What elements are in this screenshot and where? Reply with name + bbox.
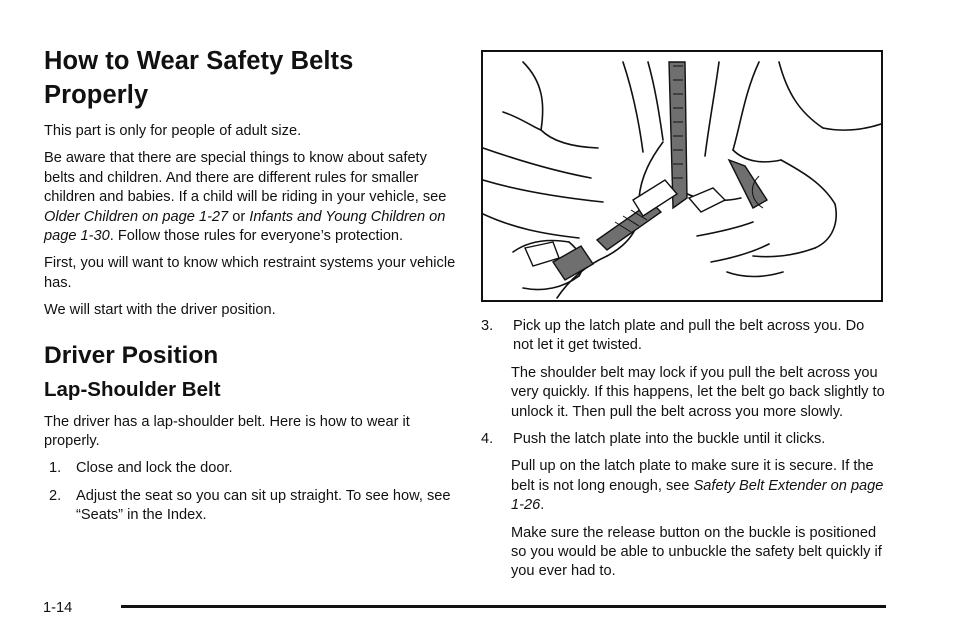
children-text-b: or xyxy=(228,208,250,225)
footer-rule xyxy=(121,605,886,608)
step4-note-text-a: Pull up on the latch plate to make sure it is secure. If the belt is not long enough, see xyxy=(511,458,874,494)
steps-list-right xyxy=(481,317,887,356)
right-column xyxy=(481,50,887,590)
list-item xyxy=(44,459,456,478)
page-number: 1-14 xyxy=(43,600,73,616)
section-heading: Driver Position xyxy=(44,341,219,369)
step-number: 3. xyxy=(481,318,494,334)
step-text: Push the latch plate into the buckle until it clicks. xyxy=(513,431,826,448)
driver-start-paragraph: We will start with the driver position. xyxy=(44,302,276,319)
children-paragraph xyxy=(44,149,456,246)
step-number: 4. xyxy=(481,431,494,448)
children-text-c: . Follow those rules for everyone’s protection. xyxy=(109,228,404,245)
steps-list-left xyxy=(44,459,456,525)
infants-reference[interactable]: Infants and Young Children on page 1-30 xyxy=(44,208,446,245)
step-text: Close and lock the door. xyxy=(76,460,233,477)
adult-size-paragraph: This part is only for people of adult size. xyxy=(44,123,302,139)
seatbelt-drawing xyxy=(483,52,881,300)
step4-note-2: Make sure the release button on the buckle is positioned so you would be able to unbuckle the safety belt quickly if you ever had to. xyxy=(511,524,882,580)
step4-note xyxy=(511,457,887,515)
older-children-reference[interactable]: Older Children on page 1-27 xyxy=(44,208,229,225)
children-text-a: Be aware that there are special things to know about safety belts and children. And there are different rules for smaller children and babies. If a child will be riding in your vehicle, see xyxy=(44,150,447,206)
step-number: 2. xyxy=(49,487,62,504)
list-item xyxy=(44,487,456,526)
belt-extender-reference[interactable]: Safety Belt Extender on page 1-26 xyxy=(511,477,884,514)
step-number: 1. xyxy=(49,460,62,477)
seatbelt-illustration xyxy=(481,50,883,302)
step4-note-text-b: . xyxy=(540,497,545,514)
steps-list-right-2 xyxy=(481,430,887,449)
list-item xyxy=(481,317,887,356)
lap-shoulder-intro: The driver has a lap-shoulder belt. Here is how to wear it properly. xyxy=(44,413,410,450)
subsection-heading: Lap-Shoulder Belt xyxy=(44,377,221,401)
step3-note: The shoulder belt may lock if you pull the belt across you very quickly. If this happens, let the belt go back slightly to unlock it. Then pull the belt across you more slowly. xyxy=(511,364,885,420)
restraint-paragraph: First, you will want to know which restraint systems your vehicle has. xyxy=(44,255,456,291)
step-text: Pick up the latch plate and pull the belt across you. Do not let it get twisted. xyxy=(513,318,865,354)
page-footer xyxy=(43,597,886,617)
step-text: Adjust the seat so you can sit up straight. To see how, see “Seats” in the Index. xyxy=(76,487,451,524)
page-title: How to Wear Safety Belts Properly xyxy=(44,47,354,109)
list-item xyxy=(481,430,887,449)
left-column xyxy=(44,44,456,534)
